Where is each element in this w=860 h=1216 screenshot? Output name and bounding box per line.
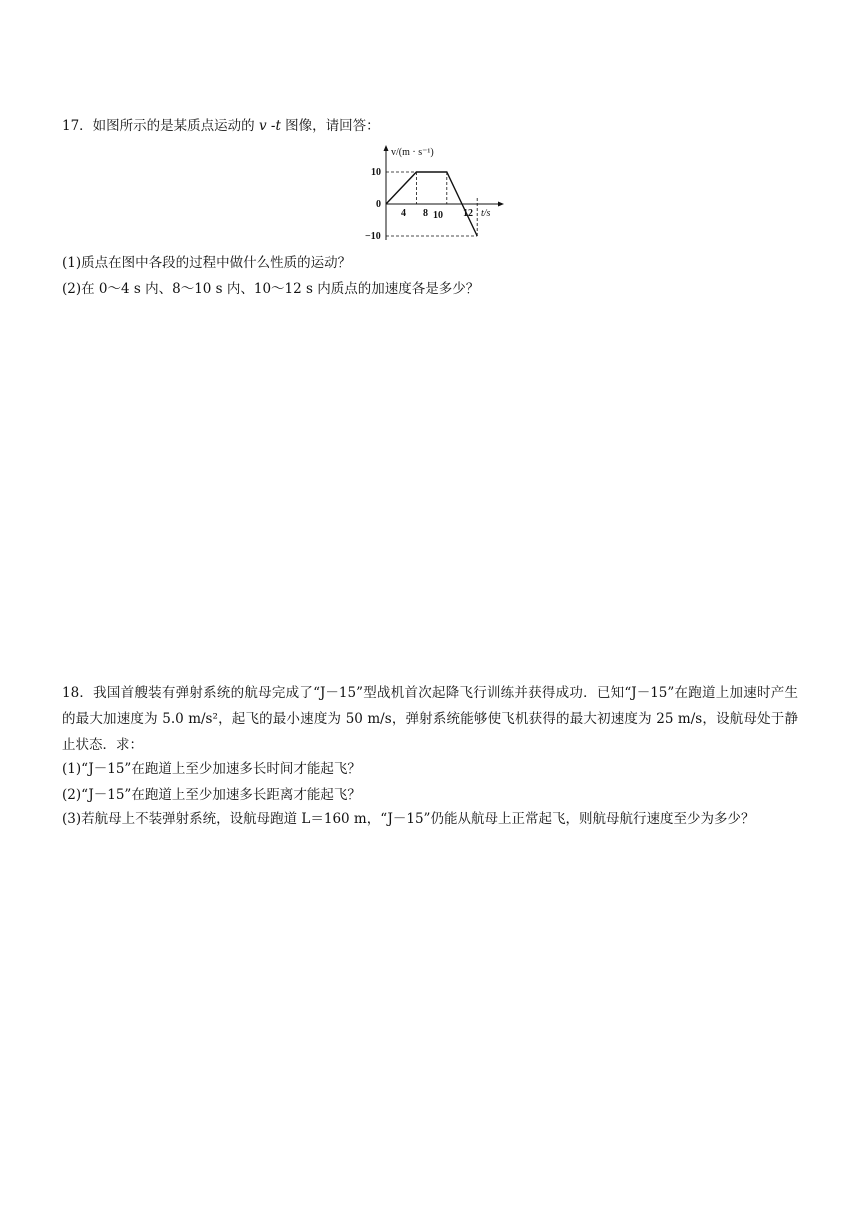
x-tick-label: 4 <box>401 208 406 219</box>
y-tick-label: −10 <box>365 231 381 242</box>
q17-sub1: (1)质点在图中各段的过程中做什么性质的运动？ <box>62 255 352 271</box>
q17-stem-pre: 17．如图所示的是某质点运动的 <box>62 118 259 134</box>
q17-stem-post: 图像，请回答： <box>280 118 380 134</box>
q18-stem: 18．我国首艘装有弹射系统的航母完成了“J－15”型战机首次起降飞行训练并获得成功．已知“J－15”在跑道上加速时产生的最大加速度为 5.0 m/s²，起飞的最小速度为 50 m/s，弹射系统能够使飞机获得的最大初速度为 25 m/s，设航母处于静止状态．求： <box>62 685 798 753</box>
y-tick-label: 10 <box>371 167 381 178</box>
q18-sub3: (3)若航母上不装弹射系统，设航母跑道 L＝160 m，“J－15”仍能从航母上正常起飞，则航母航行速度至少为多少？ <box>62 811 755 827</box>
x-tick-label: 10 <box>433 210 443 221</box>
q18-sub2: (2)“J－15”在跑道上至少加速多长距离才能起飞？ <box>62 787 361 803</box>
x-tick-label: 12 <box>463 208 473 219</box>
q17-stem-var: v -t <box>258 118 281 134</box>
y-tick-label: 0 <box>376 199 381 210</box>
x-tick-label: 8 <box>423 208 428 219</box>
q17-stem <box>62 116 380 136</box>
y-axis-label: v/(m · s⁻¹) <box>391 147 434 158</box>
q17-sub2: (2)在 0～4 s 内、8～10 s 内、10～12 s 内质点的加速度各是多少？ <box>62 281 480 297</box>
vt-graph <box>362 142 512 246</box>
q18-sub1: (1)“J－15”在跑道上至少加速多长时间才能起飞？ <box>62 761 361 777</box>
x-axis-label: t/s <box>481 208 491 219</box>
